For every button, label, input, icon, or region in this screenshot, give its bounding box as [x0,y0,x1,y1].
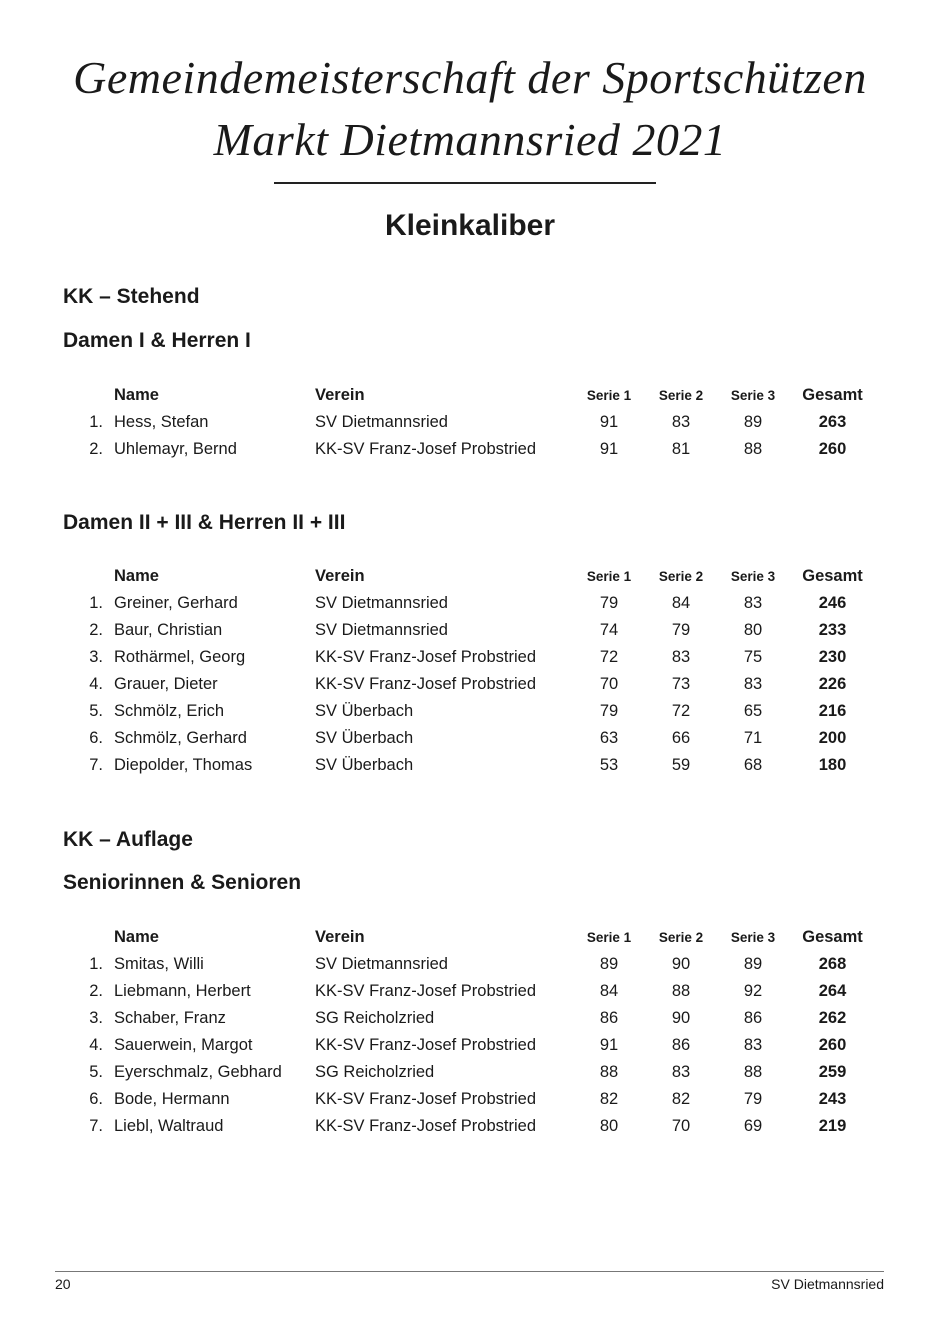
rank-cell: 4. [89,675,103,693]
serie1-cell: 91 [599,440,619,458]
table-row [0,725,940,752]
total-cell: 226 [818,675,847,693]
column-header-name: Name [114,386,159,404]
rank-cell: 5. [89,1063,103,1081]
serie3-cell: 88 [743,440,763,458]
club-cell: KK-SV Franz-Josef Probstried [315,1090,536,1108]
serie3-cell: 69 [743,1117,763,1135]
column-header-serie1: Serie 1 [586,388,632,403]
rank-cell: 5. [89,702,103,720]
column-header-club: Verein [315,386,365,404]
club-cell: KK-SV Franz-Josef Probstried [315,1117,536,1135]
table-row [0,644,940,671]
club-cell: KK-SV Franz-Josef Probstried [315,675,536,693]
section-heading-kk-auflage: KK – Auflage [63,828,193,851]
serie1-cell: 91 [599,413,619,431]
club-cell: SV Dietmannsried [315,955,448,973]
serie3-cell: 79 [743,1090,763,1108]
serie2-cell: 72 [671,702,691,720]
table-row [0,409,940,436]
serie3-cell: 65 [743,702,763,720]
total-cell: 264 [818,982,847,1000]
name-cell: Smitas, Willi [114,955,204,973]
column-header-total: Gesamt [802,567,863,585]
column-header-name: Name [114,928,159,946]
rank-cell: 4. [89,1036,103,1054]
section-heading-kk-stehend: KK – Stehend [63,285,200,308]
name-cell: Eyerschmalz, Gebhard [114,1063,282,1081]
table-row [0,752,940,779]
table-header-row [0,924,940,951]
name-cell: Hess, Stefan [114,413,209,431]
total-cell: 260 [818,440,847,458]
column-header-serie2: Serie 2 [658,569,704,584]
serie2-cell: 83 [671,648,691,666]
serie2-cell: 86 [671,1036,691,1054]
club-cell: SV Dietmannsried [315,621,448,639]
name-cell: Diepolder, Thomas [114,756,253,774]
subheading-damen-herren-2-3: Damen II + III & Herren II + III [63,511,346,534]
name-cell: Schmölz, Erich [114,702,225,720]
table-row [0,1059,940,1086]
serie3-cell: 88 [743,1063,763,1081]
rank-cell: 7. [89,756,103,774]
rank-cell: 7. [89,1117,103,1135]
rank-cell: 1. [89,413,103,431]
column-header-serie3: Serie 3 [730,930,776,945]
name-cell: Sauerwein, Margot [114,1036,253,1054]
club-cell: KK-SV Franz-Josef Probstried [315,1036,536,1054]
page-heading: Kleinkaliber [384,209,556,242]
club-cell: SV Dietmannsried [315,594,448,612]
footer-club: SV Dietmannsried [771,1276,884,1292]
title-divider [274,182,656,184]
serie1-cell: 72 [599,648,619,666]
serie3-cell: 80 [743,621,763,639]
column-header-serie1: Serie 1 [586,930,632,945]
serie1-cell: 89 [599,955,619,973]
serie1-cell: 70 [599,675,619,693]
column-header-total: Gesamt [802,386,863,404]
name-cell: Rothärmel, Georg [114,648,246,666]
serie1-cell: 79 [599,702,619,720]
club-cell: SG Reicholzried [315,1009,435,1027]
club-cell: SV Überbach [315,702,414,720]
total-cell: 230 [818,648,847,666]
subheading-seniorinnen-senioren: Seniorinnen & Senioren [63,871,302,894]
serie1-cell: 53 [599,756,619,774]
serie1-cell: 86 [599,1009,619,1027]
table-row [0,1086,940,1113]
total-cell: 262 [818,1009,847,1027]
total-cell: 263 [818,413,847,431]
serie3-cell: 86 [743,1009,763,1027]
total-cell: 243 [818,1090,847,1108]
serie2-cell: 83 [671,413,691,431]
serie3-cell: 83 [743,594,763,612]
serie2-cell: 73 [671,675,691,693]
total-cell: 233 [818,621,847,639]
rank-cell: 1. [89,955,103,973]
serie2-cell: 88 [671,982,691,1000]
serie2-cell: 83 [671,1063,691,1081]
name-cell: Baur, Christian [114,621,223,639]
serie1-cell: 79 [599,594,619,612]
club-cell: SV Überbach [315,729,414,747]
rank-cell: 1. [89,594,103,612]
total-cell: 216 [818,702,847,720]
club-cell: SG Reicholzried [315,1063,435,1081]
rank-cell: 2. [89,440,103,458]
name-cell: Schaber, Franz [114,1009,226,1027]
total-cell: 259 [818,1063,847,1081]
name-cell: Liebl, Waltraud [114,1117,224,1135]
column-header-serie3: Serie 3 [730,388,776,403]
column-header-serie1: Serie 1 [586,569,632,584]
column-header-serie2: Serie 2 [658,930,704,945]
table-header-row [0,382,940,409]
column-header-serie2: Serie 2 [658,388,704,403]
serie1-cell: 74 [599,621,619,639]
serie2-cell: 79 [671,621,691,639]
total-cell: 260 [818,1036,847,1054]
subheading-damen-herren-1: Damen I & Herren I [63,329,251,352]
club-cell: SV Dietmannsried [315,413,448,431]
column-header-name: Name [114,567,159,585]
document-title-line-2: Markt Dietmannsried 2021 [213,114,727,165]
table-row [0,951,940,978]
total-cell: 219 [818,1117,847,1135]
name-cell: Liebmann, Herbert [114,982,251,1000]
name-cell: Grauer, Dieter [114,675,218,693]
rank-cell: 3. [89,648,103,666]
table-row [0,671,940,698]
rank-cell: 2. [89,982,103,1000]
serie1-cell: 63 [599,729,619,747]
name-cell: Uhlemayr, Bernd [114,440,237,458]
column-header-total: Gesamt [802,928,863,946]
serie2-cell: 70 [671,1117,691,1135]
name-cell: Bode, Hermann [114,1090,230,1108]
total-cell: 200 [818,729,847,747]
serie1-cell: 80 [599,1117,619,1135]
serie2-cell: 59 [671,756,691,774]
table-row [0,617,940,644]
serie2-cell: 81 [671,440,691,458]
club-cell: KK-SV Franz-Josef Probstried [315,440,536,458]
serie3-cell: 83 [743,675,763,693]
serie2-cell: 90 [671,1009,691,1027]
serie3-cell: 83 [743,1036,763,1054]
serie1-cell: 82 [599,1090,619,1108]
table-row [0,1032,940,1059]
table-row [0,978,940,1005]
club-cell: KK-SV Franz-Josef Probstried [315,982,536,1000]
table-header-row [0,563,940,590]
serie3-cell: 71 [743,729,763,747]
footer-divider [55,1271,884,1272]
column-header-club: Verein [315,928,365,946]
serie3-cell: 89 [743,955,763,973]
serie3-cell: 75 [743,648,763,666]
club-cell: SV Überbach [315,756,414,774]
rank-cell: 3. [89,1009,103,1027]
table-row [0,1113,940,1140]
table-row [0,698,940,725]
name-cell: Schmölz, Gerhard [114,729,247,747]
serie3-cell: 89 [743,413,763,431]
rank-cell: 6. [89,1090,103,1108]
rank-cell: 6. [89,729,103,747]
serie1-cell: 91 [599,1036,619,1054]
total-cell: 268 [818,955,847,973]
serie3-cell: 92 [743,982,763,1000]
column-header-serie3: Serie 3 [730,569,776,584]
serie1-cell: 88 [599,1063,619,1081]
serie3-cell: 68 [743,756,763,774]
serie1-cell: 84 [599,982,619,1000]
serie2-cell: 90 [671,955,691,973]
table-row [0,1005,940,1032]
serie2-cell: 84 [671,594,691,612]
document-title-line-1: Gemeindemeisterschaft der Sportschützen [73,52,867,103]
table-row [0,590,940,617]
page-number: 20 [55,1276,71,1292]
club-cell: KK-SV Franz-Josef Probstried [315,648,536,666]
name-cell: Greiner, Gerhard [114,594,238,612]
column-header-club: Verein [315,567,365,585]
table-row [0,436,940,463]
total-cell: 246 [818,594,847,612]
serie2-cell: 82 [671,1090,691,1108]
total-cell: 180 [818,756,847,774]
rank-cell: 2. [89,621,103,639]
serie2-cell: 66 [671,729,691,747]
